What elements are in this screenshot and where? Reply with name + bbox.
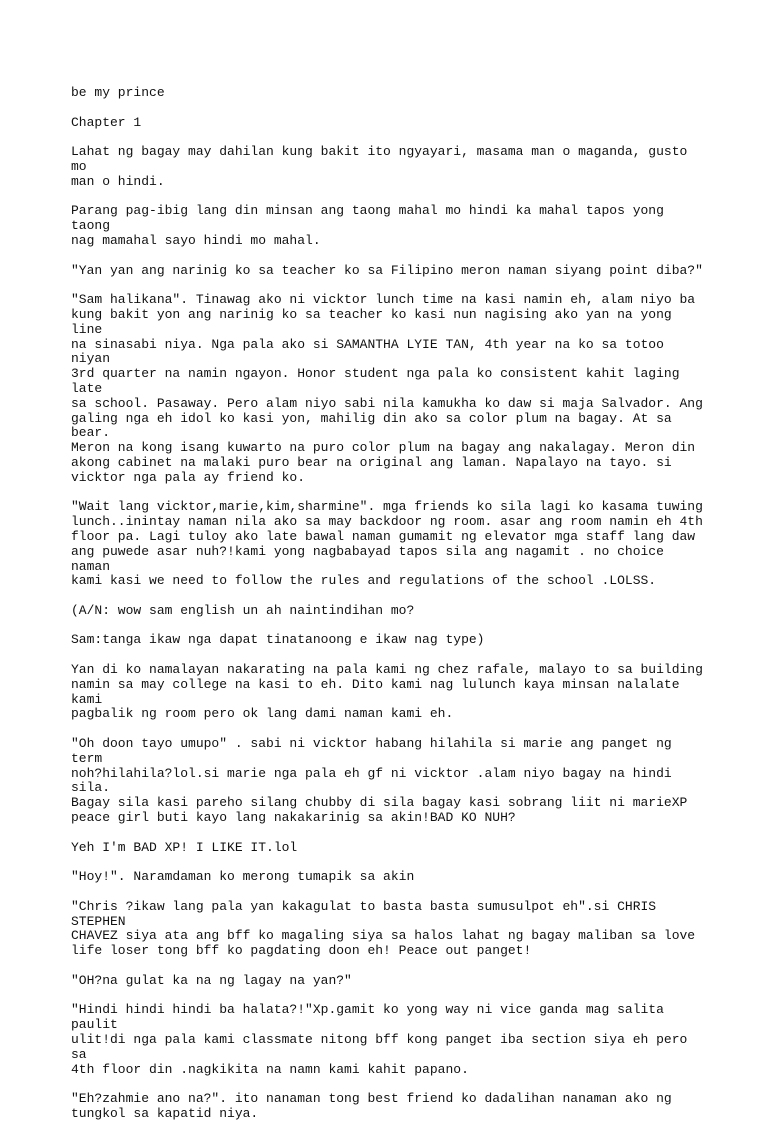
paragraph: "Chris ?ikaw lang pala yan kakagulat to basta basta sumusulpot eh".si CHRIS STEPHEN CHAVEZ siya ata ang bff ko magaling siya sa halos lahat ng bagay maliban sa love life loser tong bff ko pagdating doon eh! Peace out panget! <box>71 898 696 959</box>
paragraph: Yeh I'm BAD XP! I LIKE IT.lol <box>71 839 298 855</box>
paragraph: "OH?na gulat ka na ng lagay na yan?" <box>71 972 352 988</box>
paragraph: "Hoy!". Naramdaman ko merong tumapik sa akin <box>71 869 415 885</box>
paragraph: "Eh?zahmie ano na?". ito nanaman tong best friend ko dadalihan nanaman ako ng tungkol sa kapatid niya. <box>71 1091 672 1121</box>
paragraph: Parang pag-ibig lang din minsan ang taong mahal mo hindi ka mahal tapos yong taong nag mamahal sayo hindi mo mahal. <box>71 203 664 248</box>
paragraph: "Sam halikana". Tinawag ako ni vicktor lunch time na kasi namin eh, alam niyo ba kung bakit yon ang narinig ko sa teacher ko kasi nun nagising ako yan na yong line na sinasabi niya. Nga pala ako si SAMANTHA LYIE TAN, 4th year na ko sa totoo niyan 3rd quarter na namin ngayon. Honor student nga pala ko consistent kahit laging late sa school. Pasaway. Pero alam niyo sabi nila kamukha ko daw si maja Salvador. Ang galing nga eh idol ko kasi yon, mahilig din ako sa color plum na bagay. At sa bear. Meron na kong isang kuwarto na puro color plum na bagay ang nakalagay. Meron din akong cabinet na malaki puro bear na original ang laman. Napalayo na tayo. si vicktor nga pala ay friend ko. <box>71 292 703 485</box>
paragraph: "Oh doon tayo umupo" . sabi ni vicktor habang hilahila si marie ang panget ng term noh?hilahila?lol.si marie nga pala eh gf ni vicktor .alam niyo bagay na hindi sila. Bagay sila kasi pareho silang chubby di sila bagay kasi sobrang liit ni marieXP peace girl buti kayo lang nakakarinig sa akin!BAD KO NUH? <box>71 736 688 826</box>
paragraph: Yan di ko namalayan nakarating na pala kami ng chez rafale, malayo to sa building namin sa may college na kasi to eh. Dito kami nag lulunch kaya minsan nalalate kami pagbalik ng room pero ok lang dami naman kami eh. <box>71 662 703 722</box>
chapter-heading: Chapter 1 <box>71 114 142 130</box>
paragraph: (A/N: wow sam english un ah naintindihan mo? <box>71 602 415 618</box>
paragraph: "Yan yan ang narinig ko sa teacher ko sa Filipino meron naman siyang point diba?" <box>71 262 703 278</box>
paragraph: "Wait lang vicktor,marie,kim,sharmine". mga friends ko sila lagi ko kasama tuwing lunch..inintay naman nila ako sa may backdoor ng room. asar ang room namin eh 4th floor pa. Lagi tuloy ako late bawal naman gumamit ng elevator mga staff lang daw ang puwede asar nuh?!kami yong nagbabayad tapos sila ang nagamit . no choice naman kami kasi we need to follow the rules and regulations of the school .LOLSS. <box>71 499 703 589</box>
paragraph: "Hindi hindi hindi ba halata?!"Xp.gamit ko yong way ni vice ganda mag salita paulit ulit!di nga pala kami classmate nitong bff kong panget iba section siya eh pero sa 4th floor din .nagkikita na namn kami kahit papano. <box>71 1002 688 1077</box>
story-title: be my prince <box>71 85 165 100</box>
paragraph: Lahat ng bagay may dahilan kung bakit ito ngyayari, masama man o maganda, gusto mo man o hindi. <box>71 144 688 189</box>
paragraph: Sam:tanga ikaw nga dapat tinatanoong e ikaw nag type) <box>71 632 485 648</box>
